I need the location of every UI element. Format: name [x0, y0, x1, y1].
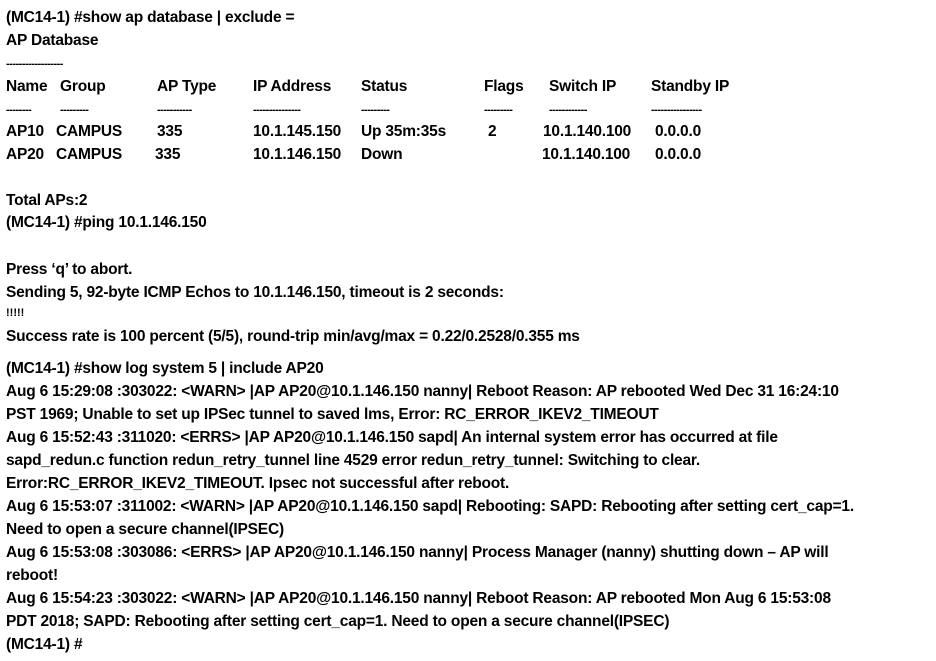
col-header-status: Status	[361, 78, 408, 95]
title-underline: ------------------	[6, 58, 63, 70]
col-header-flags: Flags	[484, 78, 524, 95]
total-aps: Total APs:2	[6, 192, 88, 209]
separator: -----------	[157, 104, 192, 116]
cell-ap-type: 335	[157, 123, 183, 140]
cell-name: AP10	[6, 123, 44, 140]
cell-flags: 2	[488, 123, 497, 140]
separator: ------------	[549, 104, 587, 116]
log-line: Aug 6 15:53:07 :311002: <WARN> |AP AP20@10.1.146.150 sapd| Rebooting: SAPD: Rebooting after setting cert_cap=1.	[6, 498, 854, 515]
log-line: Aug 6 15:52:43 :311020: <ERRS> |AP AP20@10.1.146.150 sapd| An internal system error has occurred at file	[6, 429, 778, 446]
cell-standby-ip: 0.0.0.0	[655, 146, 702, 163]
ping-result-bangs: !!!!!	[6, 307, 25, 319]
col-header-ip-address: IP Address	[253, 78, 332, 95]
cell-ip-address: 10.1.146.150	[253, 146, 342, 163]
ping-abort-hint: Press ‘q’ to abort.	[6, 261, 133, 278]
cell-name: AP20	[6, 146, 44, 163]
col-header-name: Name	[6, 78, 48, 95]
cell-group: CAMPUS	[56, 146, 122, 163]
separator: ---------	[60, 104, 89, 116]
separator: ---------------	[253, 104, 301, 116]
cell-status: Up 35m:35s	[361, 123, 447, 140]
command-line: (MC14-1) #show ap database | exclude =	[6, 9, 295, 26]
cell-switch-ip: 10.1.140.100	[542, 146, 631, 163]
log-line: Aug 6 15:53:08 :303086: <ERRS> |AP AP20@10.1.146.150 nanny| Process Manager (nanny) shutting down – AP will	[6, 544, 829, 561]
command-line: (MC14-1) #ping 10.1.146.150	[6, 214, 207, 231]
log-line: sapd_redun.c function redun_retry_tunnel line 4529 error redun_retry_tunnel: Switching to clear.	[6, 452, 700, 469]
col-header-ap-type: AP Type	[157, 78, 217, 95]
cell-group: CAMPUS	[56, 123, 122, 140]
command-line: (MC14-1) #show log system 5 | include AP20	[6, 360, 324, 377]
cell-ap-type: 335	[155, 146, 181, 163]
log-line: Aug 6 15:54:23 :303022: <WARN> |AP AP20@10.1.146.150 nanny| Reboot Reason: AP rebooted Mon Aug 6 15:53:08	[6, 590, 831, 607]
log-line: Aug 6 15:29:08 :303022: <WARN> |AP AP20@10.1.146.150 nanny| Reboot Reason: AP rebooted Wed Dec 31 16:24:10	[6, 383, 839, 400]
col-header-group: Group	[60, 78, 106, 95]
separator: ---------	[484, 104, 513, 116]
cell-status: Down	[361, 146, 403, 163]
cell-ip-address: 10.1.145.150	[253, 123, 342, 140]
cell-switch-ip: 10.1.140.100	[543, 123, 632, 140]
ping-success-rate: Success rate is 100 percent (5/5), round-trip min/avg/max = 0.22/0.2528/0.355 ms	[6, 328, 580, 345]
col-header-switch-ip: Switch IP	[549, 78, 617, 95]
log-line: Need to open a secure channel(IPSEC)	[6, 521, 284, 538]
log-line: PST 1969; Unable to set up IPSec tunnel to saved lms, Error: RC_ERROR_IKEV2_TIMEOUT	[6, 406, 659, 423]
ap-database-title: AP Database	[6, 32, 99, 49]
cli-prompt[interactable]: (MC14-1) #	[6, 636, 83, 653]
ping-sending: Sending 5, 92-byte ICMP Echos to 10.1.146.150, timeout is 2 seconds:	[6, 284, 504, 301]
log-line: Error:RC_ERROR_IKEV2_TIMEOUT. Ipsec not successful after reboot.	[6, 475, 510, 492]
separator: ----------------	[651, 104, 702, 116]
log-line: reboot!	[6, 567, 58, 584]
cell-standby-ip: 0.0.0.0	[655, 123, 702, 140]
log-line: PDT 2018; SAPD: Rebooting after setting cert_cap=1. Need to open a secure channel(IPSEC)	[6, 613, 670, 630]
col-header-standby-ip: Standby IP	[651, 78, 730, 95]
separator: --------	[6, 104, 32, 116]
separator: ---------	[361, 104, 390, 116]
